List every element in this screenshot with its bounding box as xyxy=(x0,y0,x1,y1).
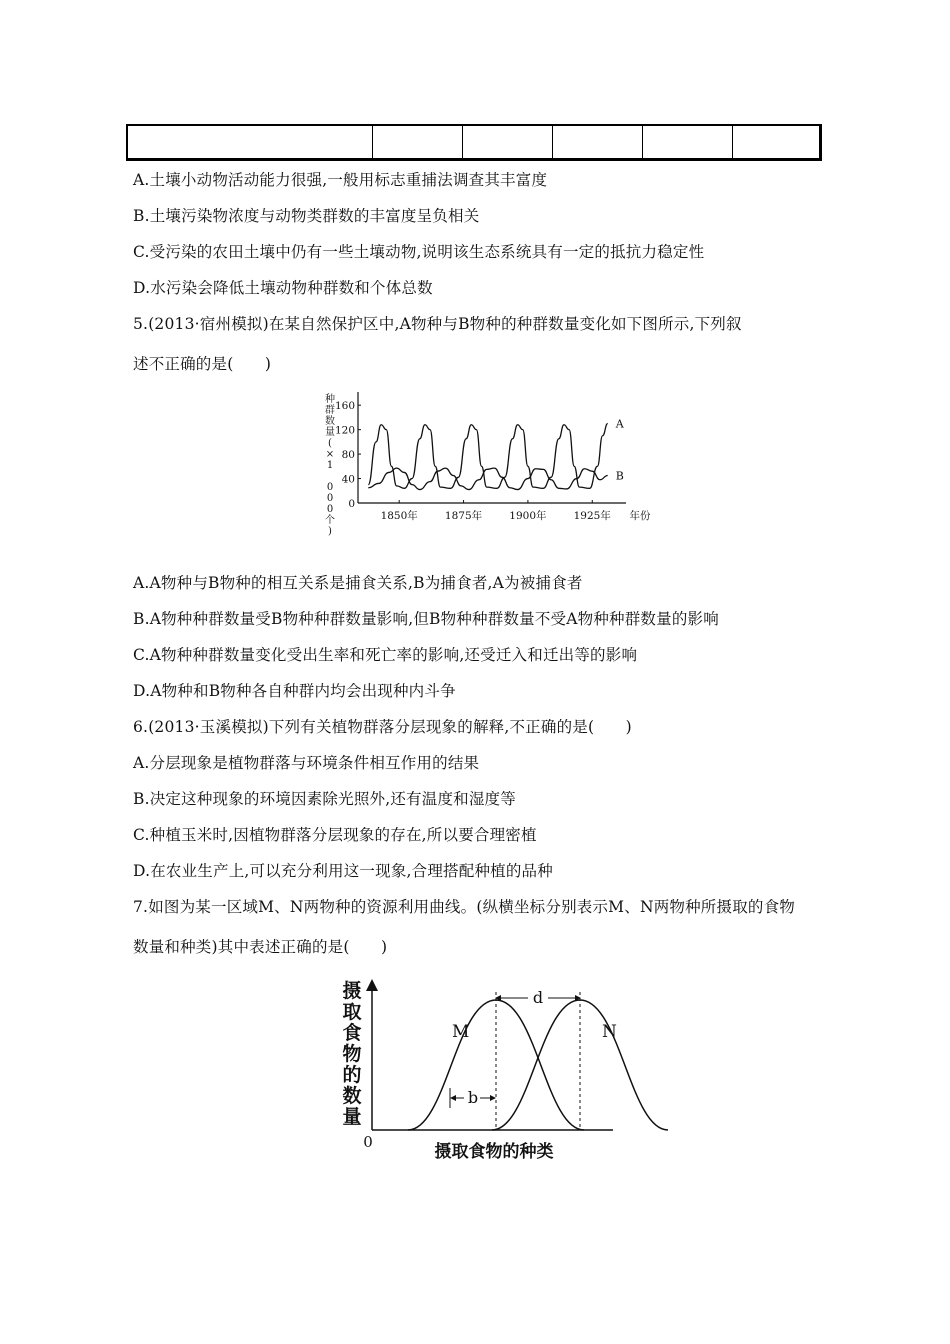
y-label-char: 量 xyxy=(325,427,335,438)
x-axis-label: 年份 xyxy=(629,510,651,522)
series-A-line xyxy=(368,424,607,489)
table-fragment xyxy=(126,124,822,161)
y-label-char: 的 xyxy=(342,1064,362,1086)
q4-option-d: D.水污染会降低土壤动物种群数和个体总数 xyxy=(133,279,433,297)
table-cell xyxy=(643,126,733,158)
y-tick-label: 40 xyxy=(341,473,355,486)
x-tick-label: 1850年 xyxy=(380,510,418,522)
y-tick-label: 80 xyxy=(341,449,355,462)
x-axis-label: 摄取食物的种类 xyxy=(434,1142,554,1162)
x-tick-label: 1925年 xyxy=(573,510,611,522)
origin-label: 0 xyxy=(363,1133,373,1151)
q4-option-c: C.受污染的农田土壤中仍有一些土壤动物,说明该生态系统具有一定的抵抗力稳定性 xyxy=(133,243,705,261)
y-label-char: 数 xyxy=(342,1085,362,1107)
d-label: d xyxy=(532,988,544,1007)
table-cell xyxy=(373,126,463,158)
population-chart xyxy=(318,388,651,537)
q7-stem-line2: 数量和种类)其中表述正确的是( ) xyxy=(133,938,388,956)
y-label-char: 0 xyxy=(326,504,334,515)
y-label-char: 量 xyxy=(342,1106,362,1128)
series-B-label: B xyxy=(615,469,624,483)
y-label-char: 0 xyxy=(326,482,334,493)
q5-option-c: C.A物种种群数量变化受出生率和死亡率的影响,还受迁入和迁出等的影响 xyxy=(133,646,638,664)
q5-option-d: D.A物种和B物种各自种群内均会出现种内斗争 xyxy=(133,682,456,700)
y-tick-label: 0 xyxy=(348,498,355,510)
curve-M-label: M xyxy=(452,1022,470,1042)
y-label-char: 1 xyxy=(326,460,334,471)
q6-stem: 6.(2013·玉溪模拟)下列有关植物群落分层现象的解释,不正确的是( ) xyxy=(133,718,632,736)
y-label-char: 摄 xyxy=(342,980,362,1002)
q6-option-b: B.决定这种现象的环境因素除光照外,还有温度和湿度等 xyxy=(133,790,516,808)
y-tick-label: 120 xyxy=(334,424,355,437)
q7-stem-line1: 7.如图为某一区域M、N两物种的资源利用曲线。(纵横坐标分别表示M、N两物种所摄取的食物 xyxy=(133,898,796,916)
y-label-char: ( xyxy=(328,438,332,449)
y-label-char: 个 xyxy=(325,515,335,526)
q6-option-a: A.分层现象是植物群落与环境条件相互作用的结果 xyxy=(133,754,480,772)
q5-stem-line1: 5.(2013·宿州模拟)在某自然保护区中,A物种与B物种的种群数量变化如下图所示,下列叙 xyxy=(133,315,742,333)
table-cell xyxy=(733,126,819,158)
y-label-char: × xyxy=(325,449,335,460)
q6-option-d: D.在农业生产上,可以充分利用这一现象,合理搭配种植的品种 xyxy=(133,862,553,880)
q5-stem-line2: 述不正确的是( ) xyxy=(133,355,272,373)
y-tick-label: 160 xyxy=(334,400,355,413)
x-tick-label: 1900年 xyxy=(509,510,547,522)
b-label: b xyxy=(467,1088,479,1107)
x-tick-label: 1875年 xyxy=(444,510,483,522)
y-label-char: 取 xyxy=(342,1001,362,1023)
y-label-char: 群 xyxy=(325,405,335,416)
y-label-char: 物 xyxy=(342,1043,362,1065)
y-axis-label xyxy=(325,392,335,537)
y-label-char: 数 xyxy=(325,416,335,427)
table-cell xyxy=(553,126,643,158)
y-label-char: 食 xyxy=(342,1022,362,1044)
q4-option-a: A.土壤小动物活动能力很强,一般用标志重捕法调查其丰富度 xyxy=(133,171,548,189)
table-cell xyxy=(463,126,553,158)
y-label-char: 0 xyxy=(326,493,334,504)
curve-N-label: N xyxy=(602,1022,617,1042)
table-cell xyxy=(128,126,373,158)
q6-option-c: C.种植玉米时,因植物群落分层现象的存在,所以要合理密植 xyxy=(133,826,537,844)
series-A-label: A xyxy=(615,417,624,431)
resource-curve-chart xyxy=(338,975,618,1170)
q4-option-b: B.土壤污染物浓度与动物类群数的丰富度呈负相关 xyxy=(133,207,480,225)
q5-option-a: A.A物种与B物种的相互关系是捕食关系,B为捕食者,A为被捕食者 xyxy=(133,574,583,592)
q5-option-b: B.A物种种群数量受B物种种群数量影响,但B物种种群数量不受A物种种群数量的影响 xyxy=(133,610,719,628)
series-B-line xyxy=(368,468,607,489)
y-label-char: 种 xyxy=(325,394,335,405)
y-label-char: ) xyxy=(328,526,332,537)
